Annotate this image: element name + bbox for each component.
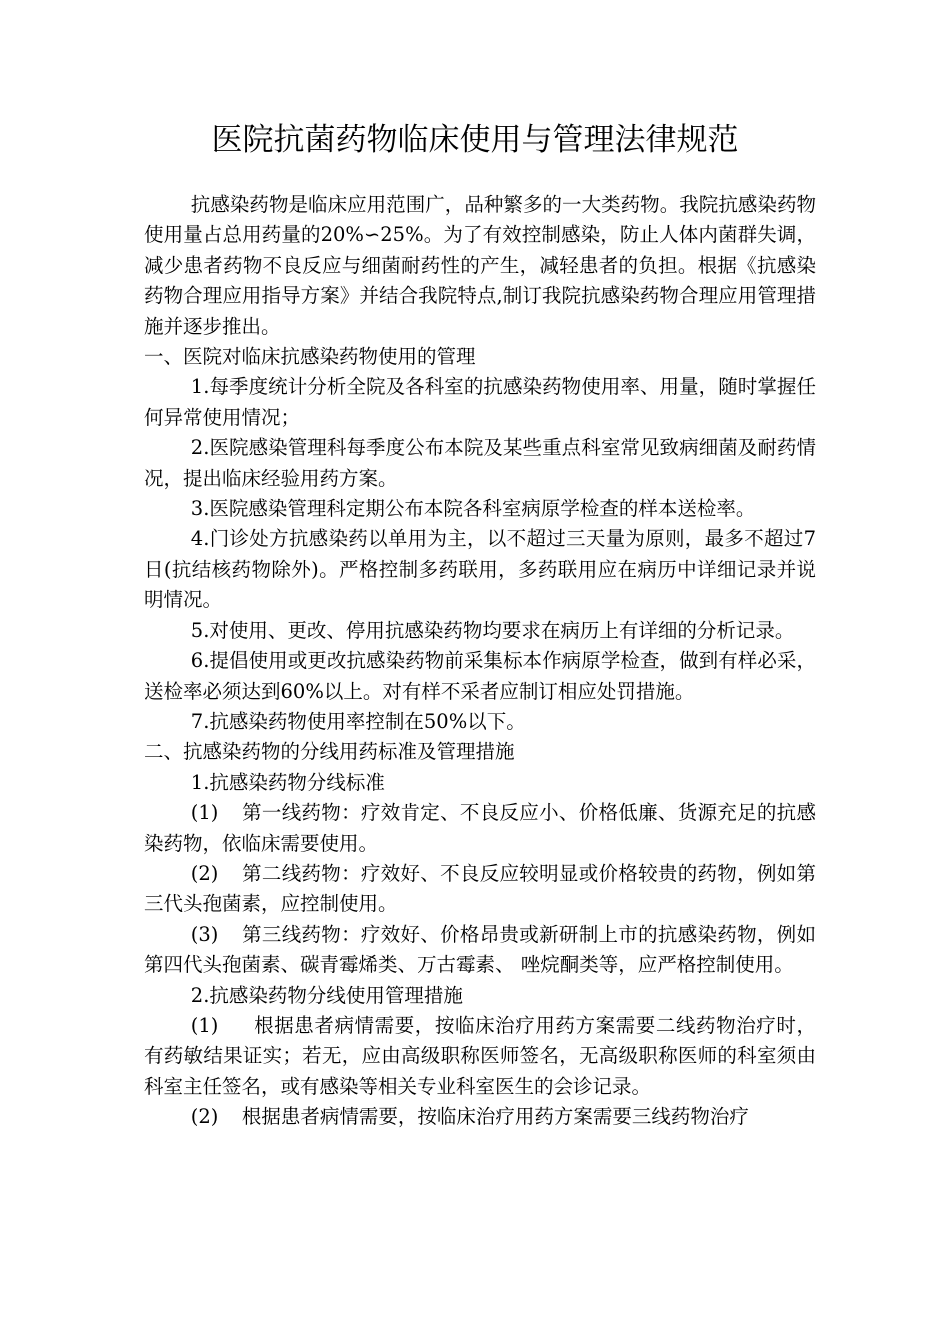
list-item	[144, 1011, 816, 1102]
list-item	[144, 798, 816, 859]
list-item-number: (1)	[190, 1013, 219, 1037]
section-heading: 二、抗感染药物的分线用药标准及管理措施	[144, 740, 515, 764]
paragraph: 2.医院感染管理科每季度公布本院及某些重点科室常见致病细菌及耐药情况，提出临床经验用药方案。	[144, 436, 816, 490]
list-item	[144, 859, 816, 920]
list-item	[144, 1102, 816, 1132]
document-title: 医院抗菌药物临床使用与管理法律规范	[211, 122, 739, 158]
list-item-number: (2)	[190, 1105, 219, 1129]
list-item	[144, 920, 816, 981]
document-body	[144, 190, 816, 1133]
paragraph: 6.提倡使用或更改抗感染药物前采集标本作病原学检查，做到有样必采，送检率必须达到60%以上。对有样不采者应制订相应处罚措施。	[144, 649, 816, 703]
list-item-text: 第二线药物：疗效好、不良反应较明显或价格较贵的药物，例如第三代头孢菌素，应控制使用。	[144, 861, 816, 916]
paragraph: 4.门诊处方抗感染药以单用为主，以不超过三天量为原则，最多不超过7日(抗结核药物除外)。严格控制多药联用，多药联用应在病历中详细记录并说明情况。	[144, 527, 816, 612]
list-item-text: 第一线药物：疗效肯定、不良反应小、价格低廉、货源充足的抗感染药物，依临床需要使用。	[144, 801, 816, 855]
list-item-text: 第三线药物：疗效好、价格昂贵或新研制上市的抗感染药物，例如第四代头孢菌素、碳青霉烯类、万古霉素、 唑烷酮类等，应严格控制使用。	[144, 922, 816, 977]
paragraph: 1.每季度统计分析全院及各科室的抗感染药物使用率、用量，随时掌握任何异常使用情况；	[144, 375, 816, 429]
list-item-text: 根据患者病情需要，按临床治疗用药方案需要二线药物治疗时，有药敏结果证实；若无，应由高级职称医师签名，无高级职称医师的科室须由科室主任签名，或有感染等相关专业科室医生的会诊记录。	[144, 1013, 816, 1098]
paragraph: 7.抗感染药物使用率控制在50%以下。	[190, 709, 526, 733]
list-item-number: (1)	[190, 801, 219, 825]
list-item-number: (2)	[190, 861, 219, 885]
paragraph: 5.对使用、更改、停用抗感染药物均要求在病历上有详细的分析记录。	[190, 618, 795, 642]
list-item-text: 根据患者病情需要，按临床治疗用药方案需要三线药物治疗	[241, 1105, 749, 1129]
paragraph: 抗感染药物是临床应用范围广，品种繁多的一大类药物。我院抗感染药物使用量占总用药量的20%∽25%。为了有效控制感染，防止人体内菌群失调，减少患者药物不良反应与细菌耐药性的产生，减轻患者的负担。根据《抗感染药物合理应用指导方案》并结合我院特点,制订我院抗感染药物合理应用管理措施并逐步推出。	[144, 193, 816, 338]
list-item-number: (3)	[190, 922, 219, 946]
paragraph: 2.抗感染药物分线使用管理措施	[190, 983, 463, 1007]
paragraph: 3.医院感染管理科定期公布本院各科室病原学检查的样本送检率。	[190, 497, 756, 521]
section-heading: 一、医院对临床抗感染药物使用的管理	[144, 345, 476, 369]
paragraph: 1.抗感染药物分线标准	[190, 770, 385, 794]
